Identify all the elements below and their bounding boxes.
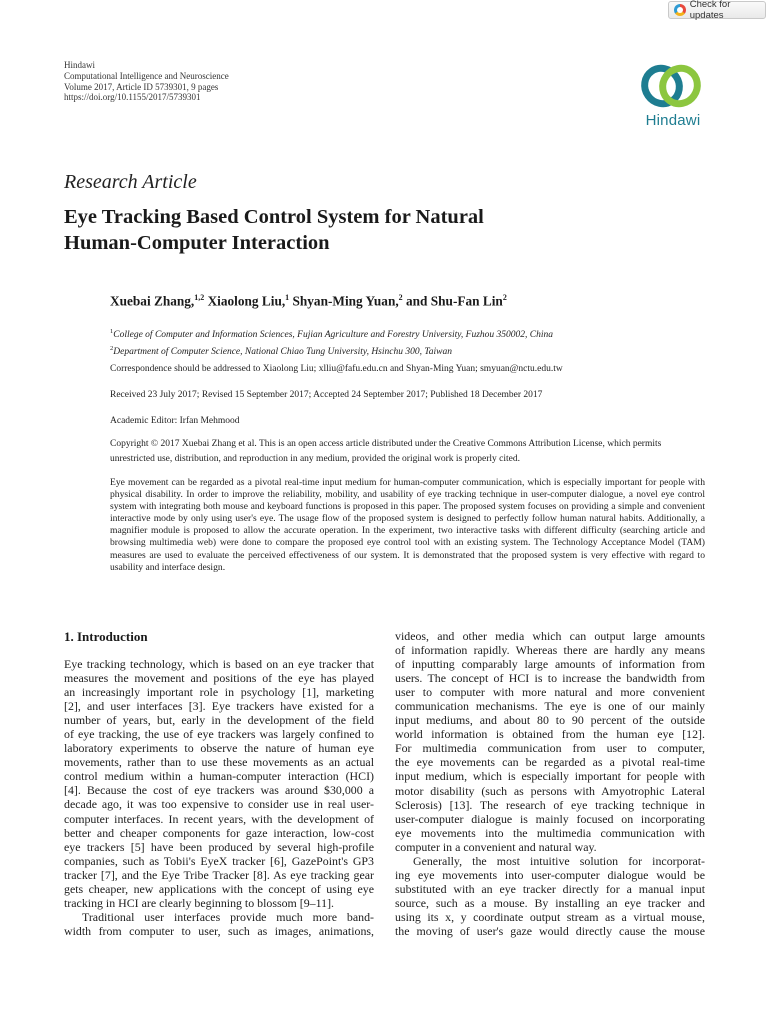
affiliation-sup: 2 <box>110 345 114 353</box>
author-name: Shyan-Ming Yuan, <box>289 293 399 309</box>
author-name: Xuebai Zhang, <box>110 293 195 309</box>
affiliations <box>110 325 553 359</box>
section-heading: 1. Introduction <box>64 629 148 644</box>
text-line: computer in a convenient and natural way. <box>395 839 597 854</box>
text-line: communication mechanisms. The eye is one of our mainly <box>395 699 705 714</box>
body-column-right <box>395 629 705 938</box>
abstract: Eye movement can be regarded as a pivotal real-time input medium for human-computer communication, which is especially important for people with physical disability. In order to improve the reliability, mobility, and usability of eye tracking technique in user-computer dialogue, a novel eye control system with integrating both mouse and keyboard functions is proposed in this paper. The proposed system focuses on providing a simple and convenient interactive mode by only using user's eye. The usage flow of the proposed system is designed to perfectly follow human natural habits. Additionally, a magnifier module is proposed to allow the accurate operation. In the experiment, two interactive tasks with different difficulty (searching article and browsing multimedia web) were done to compare the proposed eye control tool with an existing system. The Technology Acceptance Model (TAM) measures are used to evaluate the perceived effectiveness of our system. It is demonstrated that the proposed system is very effective with regard to usability and interface design. <box>110 477 705 573</box>
affiliation-text: College of Computer and Information Sciences, Fujian Agriculture and Forestry University, Fuzhou 350002, China <box>113 330 554 341</box>
hindawi-logo <box>632 62 712 129</box>
text-line: of eye tracking, the use of eye trackers was largely confined to <box>64 727 374 742</box>
author-affil-sup: 2 <box>398 293 403 302</box>
text-line: an increasingly important role in psychology [1], marketing <box>64 685 374 700</box>
text-line: Traditional user interfaces provide much more band- <box>82 909 374 924</box>
text-line: user-computer dialogue is mainly focused on incorporating <box>395 811 705 826</box>
text-line: laboratory experiments to observe the nature of human eye <box>64 741 374 756</box>
volume-info: Volume 2017, Article ID 5739301, 9 pages <box>64 81 219 92</box>
text-line: Sclerosis) [13]. The research of eye tracking technique in <box>395 797 705 812</box>
doi-link[interactable]: https://doi.org/10.1155/2017/5739301 <box>64 92 201 103</box>
text-line: [4]. Because the cost of eye trackers was around $30,000 a <box>64 783 374 798</box>
text-line: companies, such as Tobii's EyeX tracker [6], GazePoint's GP3 <box>64 853 374 868</box>
copyright-notice: Copyright © 2017 Xuebai Zhang et al. This is an open access article distributed under the Creative Commons Attribution License, which permits unrestricted use, distribution, and reproduction in any medium, provided the original work is properly cited. <box>110 439 662 464</box>
text-line: the eye movements can be regarded as a pivotal real-time <box>395 755 705 770</box>
check-for-updates-label: Check for updates <box>689 0 731 21</box>
author-affil-sup: 1 <box>285 293 290 302</box>
text-line: user to computer with more natural and more convenient <box>395 685 705 700</box>
affiliation-1 <box>110 325 553 342</box>
text-line: source, such as a mouse. By installing an eye tracker and <box>395 895 705 910</box>
text-line: For multimedia communication from user to computer, <box>395 741 705 756</box>
author-affil-sup: 1,2 <box>194 293 205 302</box>
text-line: gets cheaper, new applications with the concept of using eye <box>64 881 374 896</box>
check-for-updates-button[interactable] <box>668 1 766 19</box>
text-line: eye movements into the multimedia communication with <box>395 825 705 840</box>
text-line: ing eye movements into user-computer dialogue would be <box>395 867 705 882</box>
text-line: [2], and user interfaces [3]. Eye trackers have existed for a <box>64 699 374 714</box>
text-line: width from computer to user, such as images, animations, <box>64 923 374 938</box>
text-line: computer interfaces. In recent years, with the development of <box>64 811 374 826</box>
article-title <box>64 204 684 256</box>
text-line: Generally, the most intuitive solution for incorporat- <box>413 853 705 868</box>
text-line: decade ago, it was too expensive to consider use in real user- <box>64 797 374 812</box>
text-line: tracker [7], and the Eye Tribe Tracker [8]. As eye tracking gear <box>64 867 374 882</box>
author-name: and Shu-Fan Lin <box>402 293 503 309</box>
text-line: the moving of user's gaze would directly cause the mouse <box>395 923 705 938</box>
title-line: Eye Tracking Based Control System for Natural <box>64 206 484 228</box>
text-line: videos, and other media which can output large amounts <box>395 629 705 643</box>
affiliation-text: Department of Computer Science, National Chiao Tung University, Hsinchu 300, Taiwan <box>113 347 452 358</box>
text-line: world information is obtained from the human eye [12]. <box>395 727 705 742</box>
text-line: movements, rather than to use these movements as an actual <box>64 755 374 770</box>
text-line: using its x, y coordinate output stream as a virtual mouse, <box>395 909 705 924</box>
publisher-name: Hindawi <box>64 60 95 70</box>
correspondence: Correspondence should be addressed to Xiaolong Liu; xlliu@fafu.edu.cn and Shyan-Ming Yuan; smyuan@nctu.edu.tw <box>110 364 563 374</box>
article-type: Research Article <box>64 171 197 193</box>
text-line: substituted with an eye tracker directly for a manual input <box>395 881 705 896</box>
text-line: Eye tracking technology, which is based on an eye tracker that <box>64 657 374 671</box>
author-name: Xiaolong Liu, <box>204 293 286 309</box>
author-affil-sup: 2 <box>502 293 507 302</box>
text-line: of information rapidly. Whereas there are hardly any means <box>395 643 705 658</box>
body-column-left <box>64 657 374 938</box>
text-line: users. The concept of HCI is to increase the bandwidth from <box>395 671 705 686</box>
author-list <box>110 293 507 309</box>
text-line: input medium, which is especially important for people with <box>395 769 705 784</box>
text-line: motor disability (such as persons with Amyotrophic Lateral <box>395 783 705 798</box>
text-line: tracking in HCI are clearly beginning to blossom [9–11]. <box>64 895 335 910</box>
publication-dates: Received 23 July 2017; Revised 15 September 2017; Accepted 24 September 2017; Published 18 December 2017 <box>110 390 543 400</box>
text-line: number of years, but, early in the development of the field <box>64 713 374 728</box>
text-line: measures the movement and positions of the eye has played <box>64 671 374 686</box>
text-line: eye trackers [5] have been produced by several high-profile <box>64 839 374 854</box>
text-line: better and cheaper components for gaze interaction, low-cost <box>64 825 374 840</box>
text-line: input mediums, and about 80 to 90 percent of the outside <box>395 713 705 728</box>
journal-name: Computational Intelligence and Neuroscience <box>64 70 229 81</box>
affiliation-2 <box>110 342 553 359</box>
title-line: Human-Computer Interaction <box>64 232 330 254</box>
hindawi-logo-text: Hindawi <box>645 112 701 129</box>
hindawi-logo-icon <box>632 62 712 112</box>
affiliation-sup: 1 <box>110 328 114 335</box>
academic-editor: Academic Editor: Irfan Mehmood <box>110 416 240 426</box>
crossmark-icon <box>674 4 686 16</box>
text-line: of inputting comparably large amounts of information from <box>395 657 705 672</box>
text-line: control medium within a human-computer interaction (HCI) <box>64 769 374 784</box>
journal-meta <box>64 60 229 103</box>
